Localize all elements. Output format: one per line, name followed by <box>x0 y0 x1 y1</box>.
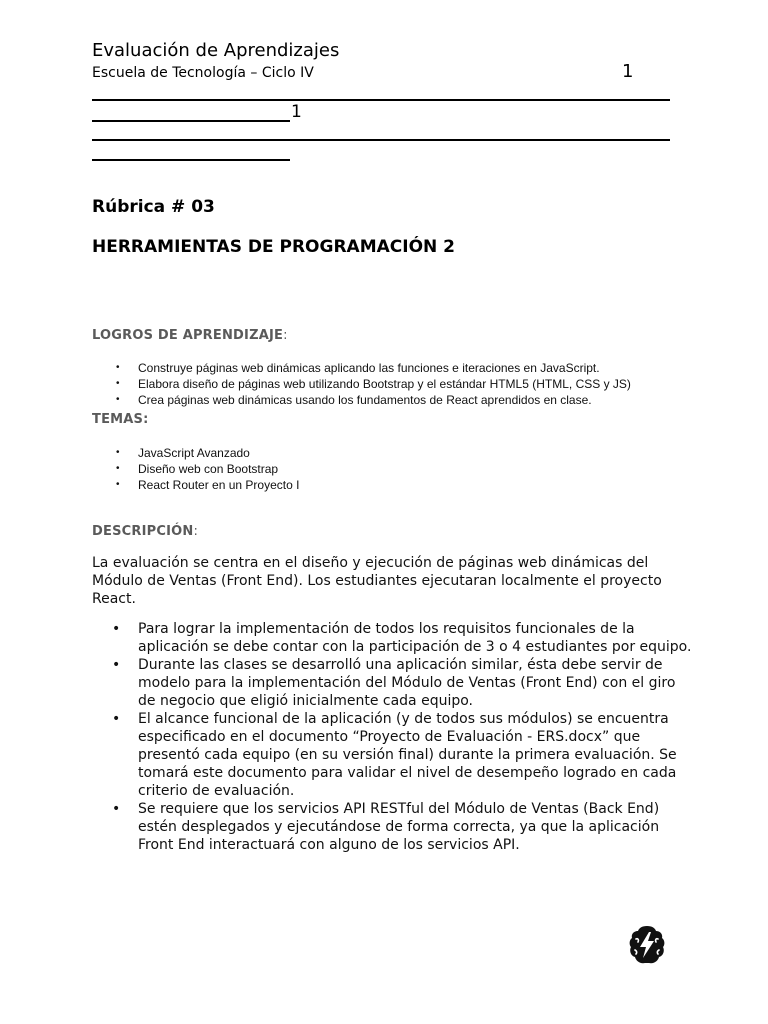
list-item-text: Diseño web con Bootstrap <box>138 462 279 476</box>
brain-bolt-svg <box>627 924 667 966</box>
list-item-text: Elabora diseño de páginas web utilizando Bootstrap y el estándar HTML5 (HTML, CSS y JS) <box>138 377 631 391</box>
list-item-text: Se requiere que los servicios API RESTful del Módulo de Ventas (Back End) estén desplegados y ejecutándose de forma correcta, ya que la aplicación Front End interactuará con alguno de los servicios API. <box>138 801 660 853</box>
list-item-text: El alcance funcional de la aplicación (y de todos sus módulos) se encuentra especificado en el documento “Proyecto de Evaluación - ERS.docx” que presentó cada equipo (en su versión final) durante la primera evaluación. Se tomará este documento para validar el nivel de desempeño logrado en cada criterio de evaluación. <box>138 711 677 799</box>
bullet-glyph: • <box>116 463 120 474</box>
temas-list <box>92 445 299 493</box>
descripcion-paragraph: La evaluación se centra en el diseño y ejecución de páginas web dinámicas del Módulo de Ventas (Front End). Los estudiantes ejecutaran localmente el proyecto React. <box>92 555 662 607</box>
list-item-text: Crea páginas web dinámicas usando los fundamentos de React aprendidos en clase. <box>138 393 592 407</box>
list-item-text: Construye páginas web dinámicas aplicando las funciones e iteraciones en JavaScript. <box>138 361 600 375</box>
list-item <box>92 477 299 493</box>
descripcion-bullets <box>92 620 692 854</box>
header-rule-4 <box>92 159 290 161</box>
list-item <box>92 461 299 477</box>
header-rule-1 <box>92 99 670 101</box>
rubric-title: Rúbrica # 03 <box>92 197 215 217</box>
list-item-text: Durante las clases se desarrolló una aplicación similar, ésta debe servir de modelo para la implementación del Módulo de Ventas (Front End) con el giro de negocio que eligió inicialmente cada equipo. <box>138 657 676 709</box>
list-item <box>92 710 692 800</box>
list-item <box>92 656 692 710</box>
bullet-glyph: • <box>116 394 120 405</box>
logros-list <box>92 360 631 408</box>
list-item <box>92 800 692 854</box>
bullet-glyph: • <box>116 447 120 458</box>
bullet-glyph: • <box>116 479 120 490</box>
bullet-glyph: • <box>112 711 121 727</box>
brain-bolt-icon <box>627 924 667 966</box>
list-item <box>92 445 299 461</box>
bullet-glyph: • <box>116 378 120 389</box>
bullet-glyph: • <box>116 362 120 373</box>
list-item <box>92 360 631 376</box>
list-item-text: Para lograr la implementación de todos los requisitos funcionales de la aplicación se debe contar con la participación de 3 o 4 estudiantes por equipo. <box>138 621 692 655</box>
logros-heading-text: LOGROS DE APRENDIZAJE <box>92 328 284 343</box>
header-subtitle: Escuela de Tecnología – Ciclo IV <box>92 65 314 81</box>
bullet-glyph: • <box>112 657 121 673</box>
header-rule-2 <box>92 120 290 122</box>
list-item-text: React Router en un Proyecto I <box>138 478 300 492</box>
descripcion-heading-text: DESCRIPCIÓN <box>92 524 194 539</box>
header-title: Evaluación de Aprendizajes <box>92 40 340 61</box>
descripcion-heading <box>92 524 198 539</box>
rule-number: 1 <box>291 102 302 122</box>
logros-heading-colon: : <box>283 328 288 343</box>
list-item <box>92 376 631 392</box>
list-item <box>92 392 631 408</box>
temas-heading: TEMAS: <box>92 412 149 427</box>
list-item <box>92 620 692 656</box>
bullet-glyph: • <box>112 621 121 637</box>
bullet-glyph: • <box>112 801 121 817</box>
logros-heading <box>92 328 288 343</box>
course-title: HERRAMIENTAS DE PROGRAMACIÓN 2 <box>92 237 456 257</box>
page-number: 1 <box>622 61 634 82</box>
descripcion-heading-colon: : <box>193 524 199 539</box>
header-rule-3 <box>92 139 670 141</box>
list-item-text: JavaScript Avanzado <box>138 446 250 460</box>
